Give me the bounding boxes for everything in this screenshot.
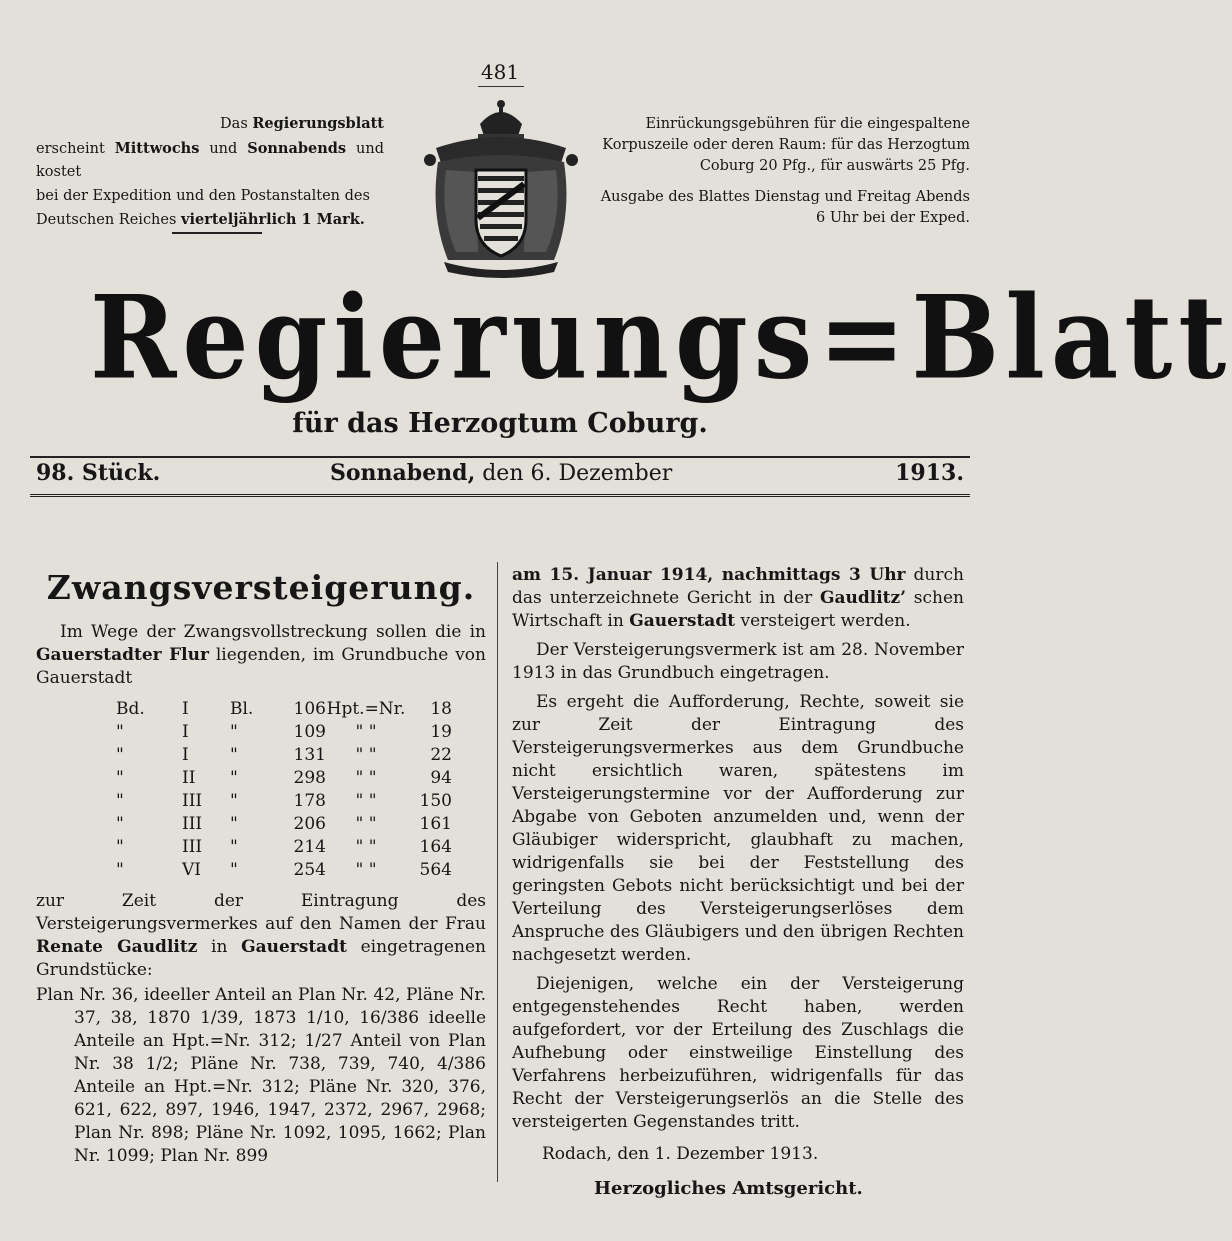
register-cell-hpt: " " — [355, 814, 377, 834]
masthead-title: Regierungs=Blatt — [90, 269, 1232, 406]
register-cell-hpt: Hpt.=Nr. — [326, 699, 406, 719]
register-cell-hptno: 150 — [419, 791, 452, 811]
article-heading: Zwangsversteigerung. — [46, 568, 476, 607]
register-cell-leaf: 214 — [293, 837, 326, 857]
register-cell-vol: I — [182, 699, 189, 719]
auction-paragraph: am 15. Januar 1914, nachmittags 3 Uhr durch das unterzeichnete Gericht in der Gaudlitz’ schen Wirtschaft in Gauerstadt versteigert werden. — [512, 565, 965, 631]
subscription-line-1: Das Regierungsblatt — [220, 115, 384, 132]
subscription-line-3: bei der Expedition und den Postanstalten des — [36, 187, 370, 204]
land-register-row — [116, 813, 486, 836]
register-cell-bl: " — [230, 768, 238, 788]
register-cell-bl: " — [230, 722, 238, 742]
register-cell-hptno: 18 — [430, 699, 452, 719]
subscription-notice — [36, 112, 384, 233]
insertion-fee-text: Einrückungsgebühren für die eingespaltene Korpuszeile oder deren Raum: für das Herzogtum Coburg 20 Pfg., für auswärts 25 Pfg. — [602, 116, 970, 174]
issue-year: 1913. — [895, 460, 964, 486]
register-cell-bd: " — [116, 837, 124, 857]
header-rule — [172, 232, 262, 234]
issue-line — [30, 460, 970, 494]
register-cell-hptno: 161 — [419, 814, 452, 834]
fee-notice — [590, 114, 970, 229]
register-cell-vol: I — [182, 722, 189, 742]
register-cell-bd: " — [116, 814, 124, 834]
intro-paragraph: Im Wege der Zwangsvollstreckung sollen die in Gauerstadter Flur liegenden, im Grundbuche von Gauerstadt — [36, 622, 486, 688]
land-register-row — [116, 721, 486, 744]
register-cell-hpt: " " — [355, 837, 377, 857]
register-cell-bd: " — [116, 791, 124, 811]
column-divider — [497, 562, 498, 1182]
objection-paragraph: Diejenigen, welche ein der Versteigerung entgegenstehendes Recht haben, werden aufgefordert, vor der Erteilung des Zuschlags die Aufhebung oder einstweilige Einstellung des Verfahrens herbeizuführen, widrigenfalls für das Recht der Versteigerungserlös an die Stelle des versteigerten Gegenstandes tritt. — [512, 974, 964, 1132]
register-cell-bd: " — [116, 722, 124, 742]
land-register-row — [116, 744, 486, 767]
register-cell-bd: Bd. — [116, 699, 145, 719]
register-cell-leaf: 298 — [293, 768, 326, 788]
register-cell-bl: " — [230, 837, 238, 857]
register-cell-bl: " — [230, 791, 238, 811]
register-cell-vol: I — [182, 745, 189, 765]
land-register-row — [116, 859, 486, 882]
place-date: Rodach, den 1. Dezember 1913. — [542, 1144, 819, 1164]
register-cell-hpt: " " — [355, 745, 377, 765]
issue-rule-bottom — [30, 494, 970, 497]
court-signature: Herzogliches Amtsgericht. — [594, 1178, 863, 1199]
register-cell-hptno: 94 — [430, 768, 452, 788]
plot-list: Plan Nr. 36, ideeller Anteil an Plan Nr. 42, Pläne Nr. 37, 38, 1870 1/39, 1873 1/10, 16/386 ideelle Anteile an Hpt.=Nr. 312; 1/27 Anteil von Plan Nr. 38 1/2; Pläne Nr. 738, 739, 740, 4/386 Anteile an Hpt.=Nr. 312; Pläne Nr. 320, 376, 621, 622, 897, 1946, 1947, 2372, 2967, 2968; Plan Nr. 898; Pläne Nr. 1092, 1095, 1662; Plan Nr. 1099; Plan Nr. 899 — [36, 985, 486, 1166]
article-right-column — [512, 564, 964, 1199]
page-number: 481 — [480, 60, 520, 84]
page-number-rule — [478, 86, 524, 87]
register-cell-hptno: 564 — [419, 860, 452, 880]
register-cell-leaf: 206 — [293, 814, 326, 834]
rights-paragraph: Es ergeht die Aufforderung, Rechte, soweit sie zur Zeit der Eintragung des Versteigerungsvermerkes aus dem Grundbuche nicht ersichtlich waren, spätestens im Versteigerungstermine vor der Aufforderung zur Abgabe von Geboten anzumelden und, wenn der Gläubiger widerspricht, glaubhaft zu machen, widrigenfalls sie bei der Feststellung des geringsten Gebots nicht berücksichtigt und bei der Verteilung des Versteigerungserlöses dem Anspruche des Gläubigers und den übrigen Rechten nachgesetzt werden. — [512, 692, 964, 965]
masthead-subtitle: für das Herzogtum Coburg. — [292, 408, 708, 439]
subscription-line-2: erscheint Mittwochs und Sonnabends und kostet — [36, 139, 384, 180]
issue-date: Sonnabend, den 6. Dezember — [330, 460, 673, 486]
land-register-row — [116, 767, 486, 790]
land-register-row — [116, 836, 486, 859]
register-cell-bd: " — [116, 745, 124, 765]
register-cell-leaf: 106 — [293, 699, 326, 719]
register-cell-leaf: 254 — [293, 860, 326, 880]
registration-paragraph: Der Versteigerungsvermerk ist am 28. November 1913 in das Grundbuch eingetragen. — [512, 640, 964, 683]
register-cell-hpt: " " — [355, 860, 377, 880]
article-left-column — [36, 560, 486, 1168]
register-cell-hptno: 19 — [430, 722, 452, 742]
register-cell-vol: III — [182, 814, 203, 834]
register-cell-hptno: 164 — [419, 837, 452, 857]
register-cell-leaf: 178 — [293, 791, 326, 811]
register-cell-hpt: " " — [355, 768, 377, 788]
land-register-table — [116, 698, 486, 882]
register-cell-vol: VI — [182, 860, 201, 880]
register-cell-bd: " — [116, 860, 124, 880]
register-cell-bd: " — [116, 768, 124, 788]
land-register-row — [116, 790, 486, 813]
register-cell-hpt: " " — [355, 722, 377, 742]
coat-of-arms-icon — [418, 96, 584, 282]
register-cell-vol: II — [182, 768, 196, 788]
register-cell-bl: " — [230, 814, 238, 834]
issue-rule-top — [30, 456, 970, 458]
register-cell-leaf: 131 — [293, 745, 326, 765]
register-cell-bl: " — [230, 860, 238, 880]
issue-number: 98. Stück. — [36, 460, 161, 486]
register-cell-bl: " — [230, 745, 238, 765]
register-cell-vol: III — [182, 791, 203, 811]
issue-schedule-text: Ausgabe des Blattes Dienstag und Freitag Abends 6 Uhr bei der Exped. — [600, 189, 970, 226]
register-cell-bl: Bl. — [230, 699, 254, 719]
register-cell-hpt: " " — [355, 791, 377, 811]
register-cell-hptno: 22 — [430, 745, 452, 765]
subscription-line-4: Deutschen Reiches vierteljährlich 1 Mark. — [36, 211, 365, 228]
land-register-row — [116, 698, 486, 721]
register-cell-vol: III — [182, 837, 203, 857]
owner-paragraph: zur Zeit der Eintragung des Versteigerungsvermerkes auf den Namen der Frau Renate Gaudlitz in Gauerstadt eingetragenen Grundstücke: — [36, 891, 486, 980]
register-cell-leaf: 109 — [293, 722, 326, 742]
